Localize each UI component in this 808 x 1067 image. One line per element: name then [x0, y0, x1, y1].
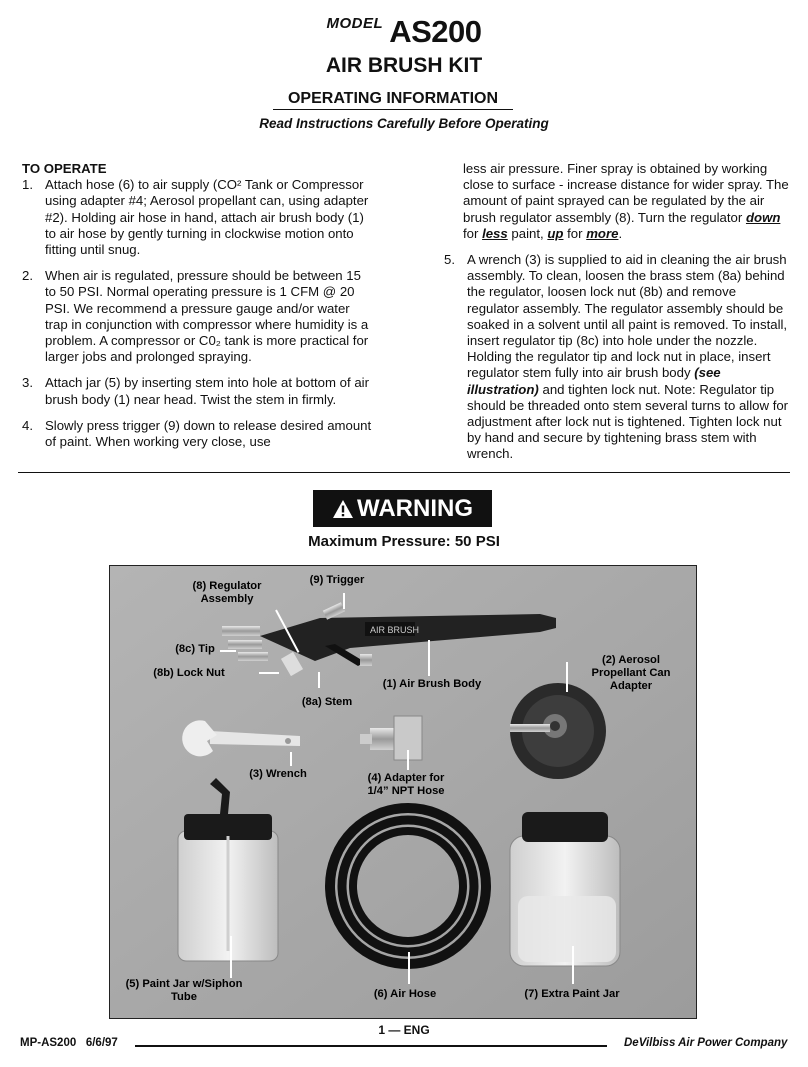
leader-line: [259, 672, 279, 674]
step-number: 5.: [444, 252, 455, 268]
parts-photo: [109, 565, 697, 1019]
document-code: MP-AS200 6/6/97: [20, 1037, 118, 1049]
step-text: Attach jar (5) by inserting stem into hole at bottom of air brush body (1) near head. Twist the stem in firmly.: [45, 375, 369, 407]
label-lock-nut: (8b) Lock Nut: [153, 667, 225, 679]
step-text: for: [463, 225, 479, 241]
company-name: DeVilbiss Air Power Company: [624, 1037, 788, 1049]
body-logo: AIR BRUSH: [370, 625, 420, 635]
leader-line: [343, 593, 345, 609]
label-paint-jar: (5) Paint Jar w/Siphon Tube: [125, 978, 243, 1003]
step-number: 2.: [22, 268, 33, 284]
instructions-left-column: [22, 161, 372, 460]
emphasis-see-illustration: (see illustration): [467, 365, 721, 397]
section-divider: [18, 472, 790, 473]
label-npt-adapter: (4) Adapter for 1/4” NPT Hose: [367, 772, 445, 797]
model-number: AS200: [389, 14, 482, 49]
max-pressure-text: Maximum Pressure: 50 PSI: [308, 533, 500, 550]
step-4: [22, 418, 372, 450]
step-5: [444, 252, 790, 463]
step-text: When air is regulated, pressure should be between 15 to 50 PSI. Normal operating pressure is 1 CFM @ 20 PSI. We recommend a pressure gauge and/or water trap in conjunction with compressor where humidity is a problem. A compressor or C0₂ tank is more practical for larger jobs and prolonged spraying.: [45, 268, 369, 365]
page-number: 1 — ENG: [378, 1023, 430, 1037]
step-text: Attach hose (6) to air supply (CO² Tank or Compressor using adapter #4; Aerosol propellant can, using adapter #2). Holding air hose in hand, attach air brush body (1) to air hose by gently turning in clockwise motion onto fitting until snug.: [45, 177, 369, 258]
emphasis-up: up: [547, 225, 564, 241]
to-operate-heading: TO OPERATE: [22, 161, 107, 176]
warning-banner: [313, 490, 492, 527]
emphasis-more: more: [586, 225, 619, 241]
aerosol-adapter-image: [510, 683, 606, 779]
step-text: and tighten lock nut. Note: Regulator tip should be threaded onto stem several turns to allow for adjustment after lock nut is tightened. Tighten lock nut by hand and secure by tightening brass stem with wrench.: [467, 381, 789, 462]
step-text: .: [618, 225, 623, 241]
extra-paint-jar-image: [510, 812, 620, 966]
step-2: [22, 268, 372, 365]
footer-rule: [135, 1045, 607, 1047]
label-air-hose: (6) Air Hose: [373, 988, 437, 1000]
leader-line: [318, 672, 320, 688]
page-title: AIR BRUSH KIT: [325, 54, 483, 77]
step-text: for: [567, 225, 583, 241]
label-stem: (8a) Stem: [301, 696, 353, 708]
leader-line: [408, 952, 410, 984]
step-number: 1.: [22, 177, 33, 193]
step-text: A wrench (3) is supplied to aid in cleaning the air brush assembly. To clean, loosen the brass stem (8a) behind the regulator, loosen lock nut (8b) and remove regulator assembly. The regulator assembly should be soaked in a solvent until all paint is removed. To install, insert regulator tip (8c) into hole under the nozzle. Holding the regulator tip and lock nut in place, insert regulator stem fully into air brush body: [467, 252, 788, 381]
emphasis-less: less: [482, 225, 508, 241]
model-heading: [0, 14, 808, 50]
leader-line: [566, 662, 568, 692]
label-wrench: (3) Wrench: [249, 768, 307, 780]
label-regulator-assembly: (8) Regulator Assembly: [192, 580, 262, 605]
instruction-subtitle: Read Instructions Carefully Before Operating: [259, 116, 549, 131]
warning-label: WARNING: [357, 495, 473, 522]
label-extra-paint-jar: (7) Extra Paint Jar: [524, 988, 620, 1000]
leader-line: [428, 640, 430, 676]
leader-line: [230, 936, 232, 978]
label-trigger: (9) Trigger: [309, 574, 365, 586]
warning-triangle-icon: [332, 499, 354, 519]
instructions-right-column: [444, 161, 790, 473]
section-title: OPERATING INFORMATION: [273, 90, 513, 110]
step-1: [22, 177, 372, 258]
step-number: 4.: [22, 417, 33, 433]
emphasis-down: down: [745, 209, 781, 225]
leader-line: [572, 946, 574, 984]
step-number: 3.: [22, 375, 33, 391]
step-text: Slowly press trigger (9) down to release desired amount of paint. When working very close, use: [45, 417, 372, 450]
leader-line: [407, 750, 409, 770]
step-3: [22, 375, 372, 407]
leader-line: [290, 752, 292, 766]
step-text: paint,: [511, 225, 544, 241]
label-aerosol-adapter: (2) Aerosol Propellant Can Adapter: [591, 654, 671, 692]
model-label: MODEL: [326, 15, 384, 32]
step-4-continued: [444, 161, 790, 242]
label-air-brush-body: (1) Air Brush Body: [382, 678, 482, 690]
label-tip: (8c) Tip: [175, 643, 215, 655]
step-text: less air pressure. Finer spray is obtained by working close to surface - increase distance for wider spray. The amount of paint sprayed can be regulated by the air brush regulator assembly (8). Turn the regulator: [463, 161, 789, 225]
